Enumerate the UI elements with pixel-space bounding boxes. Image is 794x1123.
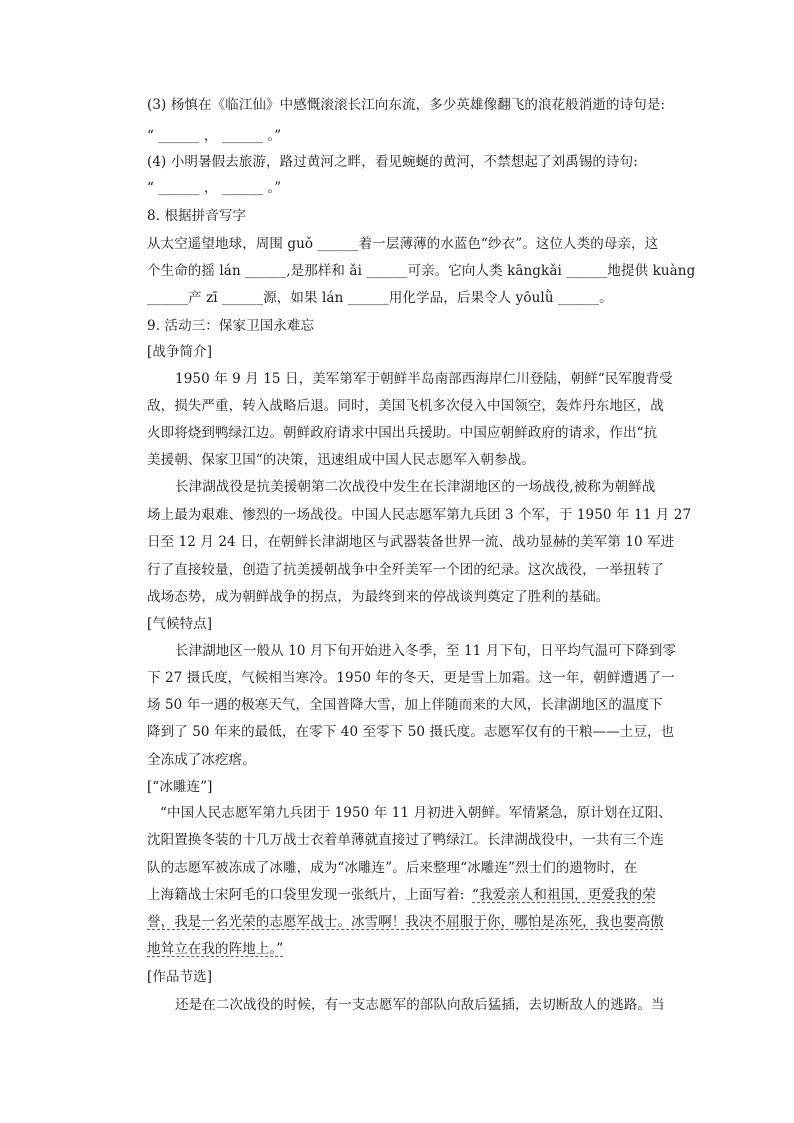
paragraph-line: 美援朝、保家卫国“的决策，迅速组成中国人民志愿军入朝参战。	[147, 452, 535, 468]
pinyin-paragraph-line: 从太空遥望地球，周围 guǒ ______着一层薄薄的水蓝色“纱衣”。这位人类的母亲，这	[147, 236, 659, 252]
paragraph-line: 下 27 摄氏度，气候相当寒冷。1950 年的冬天，更是雪上加霜。这一年，朝鲜遭遇了一	[147, 670, 675, 686]
paragraph-line: 还是在二次战役的时候，有一支志愿军的部队向敌后猛插，去切断敌人的逃路。当	[175, 997, 665, 1013]
quoted-text-line: “我爱亲人和祖国，更爱我的荣	[472, 887, 656, 903]
paragraph-line: 战场态势，成为朝鲜战争的拐点，为最终到来的停战谈判奠定了胜利的基础。	[147, 589, 610, 605]
paragraph-line: 长津湖地区一般从 10 月下旬开始进入冬季，至 11 月下旬，日平均气温可下降到零	[175, 643, 677, 659]
question-9-title: 9. 活动三：保家卫国永难忘	[147, 318, 315, 334]
paragraph-line: 行了直接较量，创造了抗美援朝战争中全歼美军一个团的纪录。这次战役，一举扭转了	[147, 562, 664, 578]
pinyin-paragraph-line: ______产 zī ______源，如果 lán ______用化学品，后果令人 yōulǜ ______。	[147, 290, 613, 306]
section-heading: [气候特点]	[147, 616, 213, 632]
paragraph-line: 日至 12 月 24 日，在朝鲜长津湖地区与武器装备世界一流、战功显赫的美军第 10 军进	[147, 534, 675, 550]
paragraph-line: 场上最为艰难、惨烈的一场战役。中国人民志愿军第九兵团 3 个军，于 1950 年 11 月 27	[147, 507, 692, 523]
paragraph-line: 1950 年 9 月 15 日，美军第军于朝鲜半岛南部西海岸仁川登陆，朝鲜“民军腹背受	[175, 371, 673, 387]
paragraph-line: 沈阳置换冬装的十几万战士衣着单薄就直接过了鸭绿江。长津湖战役中，一共有三个连	[147, 832, 664, 848]
paragraph-line: 敌，损失严重，转入战略后退。同时，美国飞机多次侵入中国领空，轰炸丹东地区，战	[147, 398, 664, 414]
quoted-text-line: 誉，我是一名光荣的志愿军战士。冰雪啊！我决不屈服于你，哪怕是冻死，我也要高傲	[147, 914, 664, 930]
section-heading: [作品节选]	[147, 969, 213, 985]
question-3-text: (3) 杨慎在《临江仙》中感慨滚滚长江向东流，多少英雄像翻飞的浪花般消逝的诗句是:	[147, 97, 666, 113]
section-heading: [“冰雕连”]	[147, 779, 213, 795]
question-3-blanks: “ ______ ， ______ 。”	[147, 128, 282, 144]
question-8-title: 8. 根据拼音写字	[147, 208, 247, 224]
paragraph-line: 场 50 年一遇的极寒天气，全国普降大雪，加上伴随而来的大风，长津湖地区的温度下	[147, 697, 663, 713]
paragraph-line: 全冻成了冰疙瘩。	[147, 752, 256, 768]
section-heading: [战争简介]	[147, 344, 213, 360]
paragraph-line: 火即将烧到鸭绿江边。朝鲜政府请求中国出兵援助。中国应朝鲜政府的请求，作出“抗	[147, 425, 658, 441]
paragraph-line: “中国人民志愿军第九兵团于 1950 年 11 月初进入朝鲜。军情紧急，原计划在辽阳、	[160, 805, 672, 821]
paragraph-line: 队的志愿军被冻成了冰雕，成为“冰雕连”。后来整理“冰雕连”烈士们的遗物时，在	[147, 860, 638, 876]
question-4-text: (4) 小明暑假去旅游，路过黄河之畔，看见蜿蜒的黄河，不禁想起了刘禹锡的诗句:	[147, 154, 638, 170]
paragraph-line: 上海籍战士宋阿毛的口袋里发现一张纸片，上面写着:	[147, 887, 465, 903]
question-4-blanks: “ ______ ， ______ 。”	[147, 180, 282, 196]
paragraph-line: 长津湖战役是抗美援朝第二次战役中发生在长津湖地区的一场战役,被称为朝鲜战	[175, 479, 656, 495]
quoted-text-line: 地耸立在我的阵地上。”	[147, 941, 284, 957]
paragraph-line: 降到了 50 年来的最低，在零下 40 至零下 50 摄氏度。志愿军仅有的干粮——土豆，也	[147, 724, 675, 740]
pinyin-paragraph-line: 个生命的摇 lán ______,是那样和 ǎi ______可亲。它向人类 kāngkǎi ______地提供 kuàng	[147, 263, 696, 279]
